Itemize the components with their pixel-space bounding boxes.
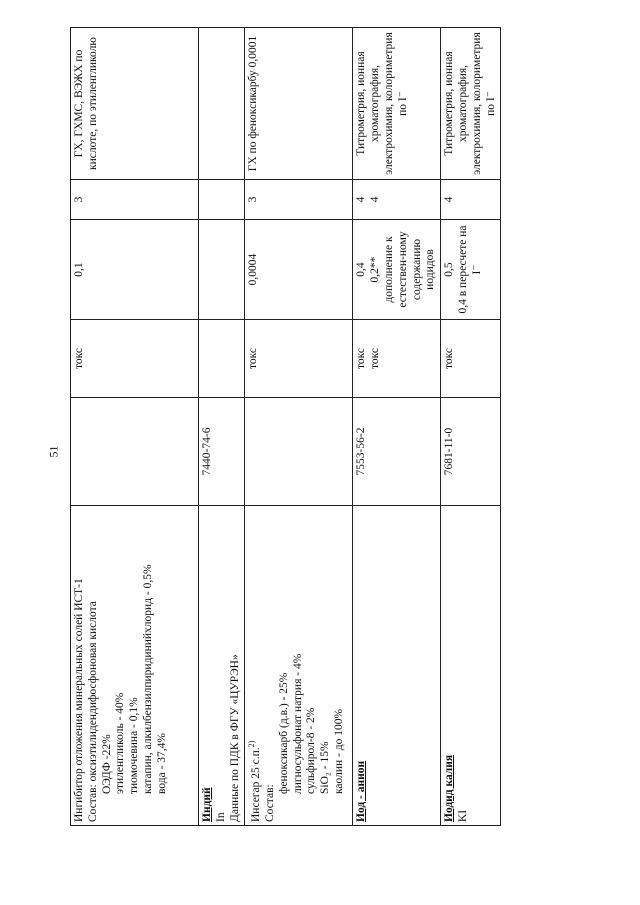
cas-number-cell: 7553-56-2	[353, 398, 441, 506]
hazard-indicator-cell	[199, 320, 245, 398]
limit-value-cell: 0,5 0,4 в пересчете на I⁻	[441, 220, 501, 320]
cas-number-cell: 7440-74-6	[199, 398, 245, 506]
name-line: Данные по ПДК в ФГУ «ЦУРЭН»	[228, 654, 241, 822]
name-line: катапин, алкилбензилпиридинийхлорид - 0,5%	[141, 564, 154, 794]
name-line: ОЭДФ -22%	[100, 734, 113, 794]
name-line: этиленгликоль - 40%	[114, 692, 127, 794]
analysis-method-cell: Титрометрия, ионная хроматография, электрохимия, колориметрия по I⁻	[441, 28, 501, 180]
hazard-class-cell: 4	[441, 180, 501, 220]
limit-value-cell: 0,1	[71, 220, 199, 320]
name-line: KI	[456, 809, 469, 822]
name-line: сульфирол-8 - 2%	[305, 707, 318, 794]
analysis-method-cell: ГХ, ГХМС, ВЭЖХ по кислоте, по этиленгликолю	[71, 28, 199, 180]
rotated-table-container	[70, 28, 497, 826]
name-line: Инсегар 25 с.п.	[250, 747, 263, 822]
hazard-indicator-cell: токс	[71, 320, 199, 398]
substance-name-cell	[441, 506, 501, 826]
limit-value-cell: 0,4 0,2** дополнение к естествен-ному содержанию иодидов	[353, 220, 441, 320]
name-line: Состав: оксиэтилидендифосфоновая кислота	[86, 601, 99, 822]
analysis-method-cell	[199, 28, 245, 180]
cas-number-cell	[245, 398, 353, 506]
hazard-class-cell: 3	[71, 180, 199, 220]
name-line: тиомочевина - 0,1%	[128, 697, 141, 794]
cas-number-cell	[71, 398, 199, 506]
analysis-method-cell: Титрометрия, ионная хроматография, электрохимия, колориметрия по I⁻	[353, 28, 441, 180]
name-line: вода - 37,4%	[155, 732, 168, 794]
substance-name-cell	[71, 506, 199, 826]
substance-name-cell	[199, 506, 245, 826]
name-line: лигносульфонат натрия - 4%	[291, 653, 304, 794]
name-line: Иодид калия	[443, 754, 456, 822]
table-row	[353, 28, 441, 826]
analysis-method-cell: ГХ по феноксикарбу 0,0001	[245, 28, 353, 180]
name-line: Индий	[201, 787, 213, 822]
name-line: Ингибитор отложения минеральных солей ИСТ-1	[73, 578, 85, 822]
name-line: Иод - анион	[355, 760, 368, 822]
substance-name-cell	[245, 506, 353, 826]
table-row	[199, 28, 245, 826]
hazard-indicator-cell: токс	[441, 320, 501, 398]
hazard-indicator-cell: токс	[245, 320, 353, 398]
substances-table	[70, 27, 501, 826]
page-number: 51	[46, 445, 61, 458]
name-line: SiO₂ - 15%	[319, 741, 332, 794]
name-line: Состав:	[264, 784, 277, 822]
hazard-indicator-cell: токс токс	[353, 320, 441, 398]
name-line: феноксикарб (д.в.) - 25%	[277, 672, 290, 794]
hazard-class-cell: 3	[245, 180, 353, 220]
name-line: каолин - до 100%	[333, 708, 345, 794]
substance-name-cell	[353, 506, 441, 826]
table-row	[245, 28, 353, 826]
hazard-class-cell: 4 4	[353, 180, 441, 220]
limit-value-cell: 0,0004	[245, 220, 353, 320]
limit-value-cell	[199, 220, 245, 320]
footnote-marker: 2)	[247, 740, 257, 748]
table-row	[441, 28, 501, 826]
hazard-class-cell	[199, 180, 245, 220]
name-line: In	[214, 812, 227, 822]
table-row	[71, 28, 199, 826]
cas-number-cell: 7681-11-0	[441, 398, 501, 506]
